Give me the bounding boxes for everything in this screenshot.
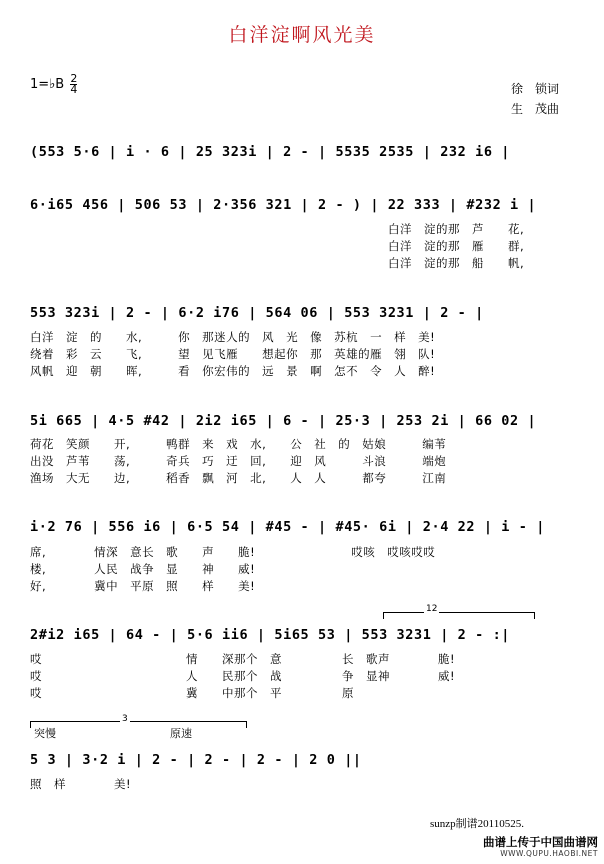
system-6-lyric-3: 哎 冀 中那个 平 原 xyxy=(30,686,354,700)
composer-credit: 生 茂曲 xyxy=(511,102,560,116)
time-signature xyxy=(70,74,77,95)
site-footer xyxy=(483,836,598,860)
tempo-original: 原速 xyxy=(170,727,192,740)
triplet-label: 3 xyxy=(122,714,128,724)
system-6-lyric-1: 哎 情 深那个 意 长 歌声 脆! xyxy=(30,652,456,666)
system-2-notes: 6·i65 456 | 506 53 | 2·356 321 | 2 - ) | 22 333 | #232 i | xyxy=(30,197,537,213)
system-2-lyric-2: 白洋 淀的那 雁 群, xyxy=(388,239,525,253)
key-signature xyxy=(30,74,77,95)
system-7-lyric-1: 照 样 美! xyxy=(30,777,132,791)
system-4-notes: 5i 665 | 4·5 #42 | 2i2 i65 | 6 - | 25·3 | 253 2i | 66 02 | xyxy=(30,413,537,429)
time-bottom: 4 xyxy=(70,83,78,96)
system-2-lyric-3: 白洋 淀的那 船 帆, xyxy=(388,256,525,270)
system-7-notes: 5 3 | 3·2 i | 2 - | 2 - | 2 - | 2 0 || xyxy=(30,752,362,768)
system-3-notes: 553 323i | 2 - | 6·2 i76 | 564 06 | 553 3231 | 2 - | xyxy=(30,305,484,321)
transcriber-signature: sunzp制谱20110525. xyxy=(430,818,525,830)
system-3-lyric-3: 风帆 迎 朝 晖, 看 你宏伟的 远 景 啊 怎不 令 人 醉! xyxy=(30,364,436,378)
system-5-notes: i·2 76 | 556 i6 | 6·5 54 | #45 - | #45· 6i | 2·4 22 | i - | xyxy=(30,519,545,535)
key-label: 1=♭B xyxy=(30,77,65,92)
system-5-lyric-2: 楼, 人民 战争 显 神 威! xyxy=(30,562,256,576)
system-6-notes: 2#i2 i65 | 64 - | 5·6 ii6 | 5i65 53 | 553 3231 | 2 - :| xyxy=(30,627,511,643)
time-top: 2 xyxy=(70,72,78,85)
system-2-lyric-1: 白洋 淀的那 芦 花, xyxy=(388,222,525,236)
song-title: 白洋淀啊风光美 xyxy=(228,24,376,46)
system-4-lyric-3: 渔场 大无 边, 稻香 飘 河 北, 人 人 都夸 江南 xyxy=(30,471,447,485)
footer-url: WWW.QUPU.HAOBI.NET xyxy=(500,849,598,858)
system-3-lyric-1: 白洋 淀 的 水, 你 那迷人的 风 光 像 苏杭 一 样 美! xyxy=(30,330,436,344)
footer-line: 曲谱上传于中国曲谱网 xyxy=(483,835,598,849)
system-4-lyric-2: 出没 芦苇 荡, 奇兵 巧 迂 回, 迎 风 斗浪 端炮 xyxy=(30,454,447,468)
system-6-lyric-2: 哎 人 民那个 战 争 显神 威! xyxy=(30,669,456,683)
system-5-lyric-1: 席, 情深 意长 歌 声 脆! 哎咳 哎咳哎哎 xyxy=(30,545,436,559)
system-3-lyric-2: 绕着 彩 云 飞, 望 见飞雁 想起你 那 英雄的雁 翎 队! xyxy=(30,347,436,361)
volta-bracket xyxy=(383,612,535,619)
system-5-lyric-3: 好, 冀中 平原 照 样 美! xyxy=(30,579,256,593)
volta-label: 12 xyxy=(426,604,438,614)
system-1-notes: (553 5·6 | i · 6 | 25 323i | 2 - | 5535 2535 | 232 i6 | xyxy=(30,144,511,160)
triplet-bracket xyxy=(30,721,247,728)
lyricist-credit: 徐 锁词 xyxy=(511,82,560,96)
tempo-slow: 突慢 xyxy=(34,727,56,740)
system-4-lyric-1: 荷花 笑颜 开, 鸭群 来 戏 水, 公 社 的 姑娘 编苇 xyxy=(30,437,447,451)
